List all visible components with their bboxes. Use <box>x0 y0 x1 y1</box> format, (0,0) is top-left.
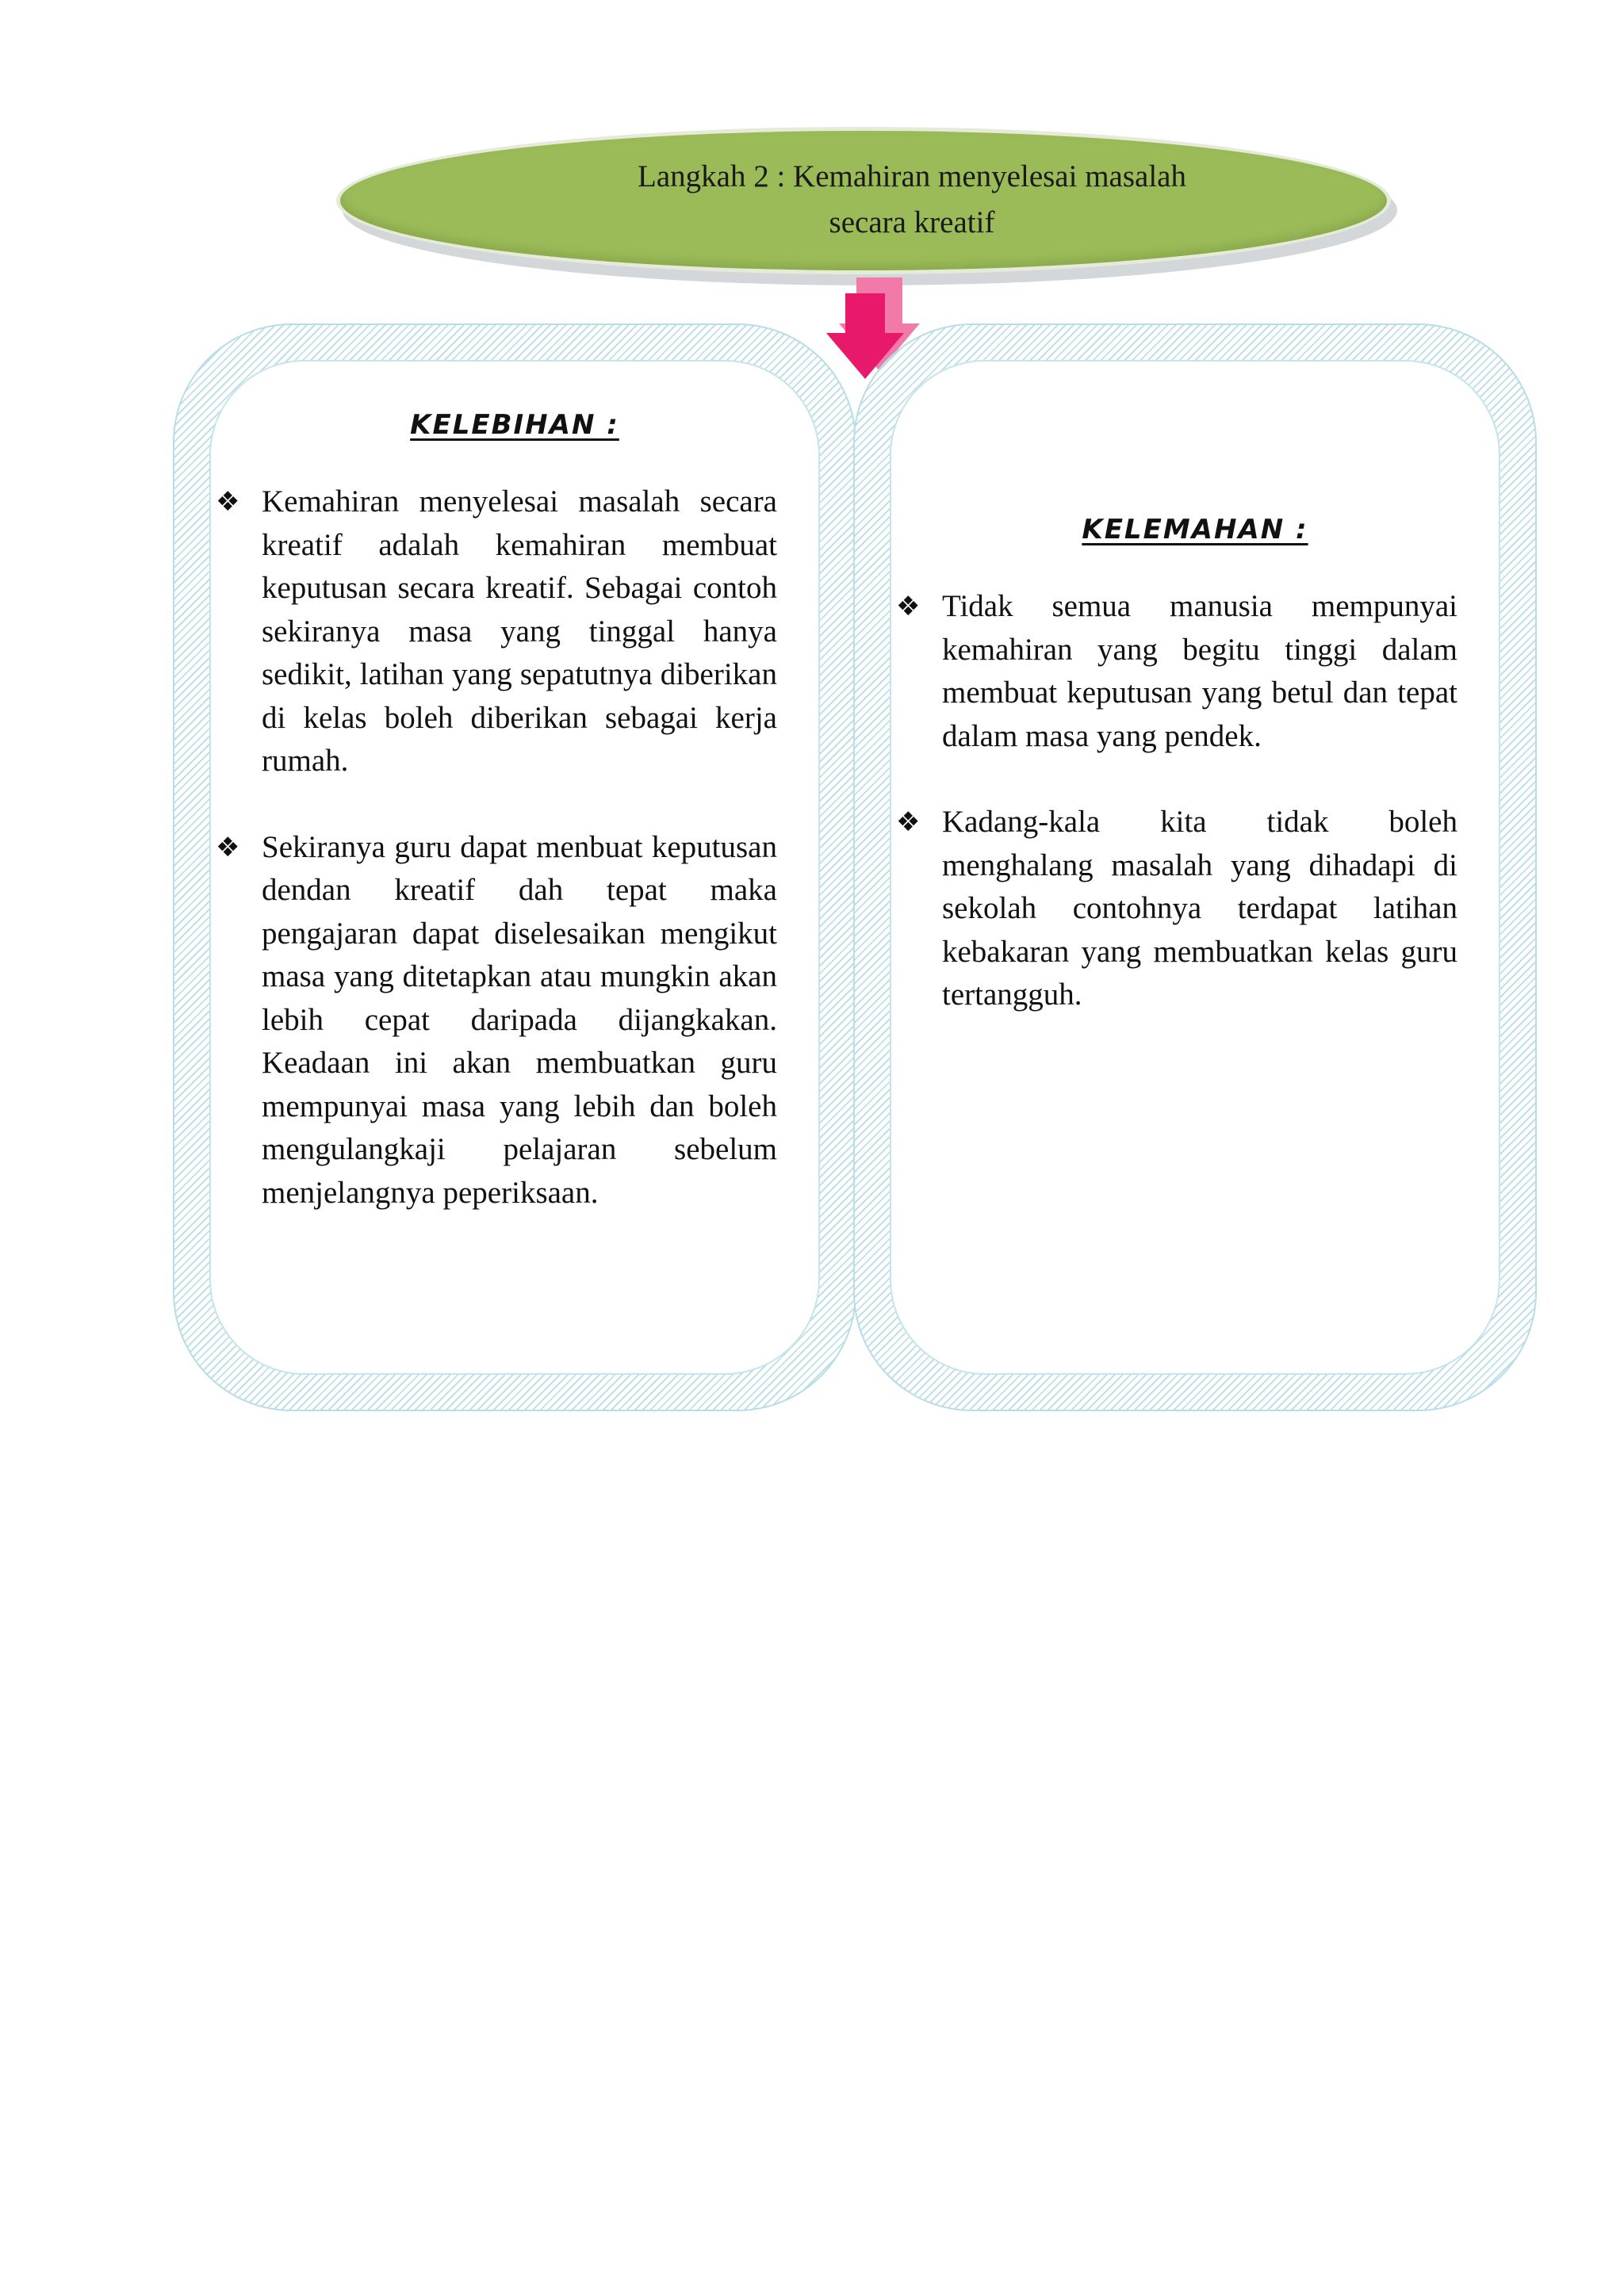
advantages-list <box>213 480 777 1257</box>
title-line-2: secara kreatif <box>829 205 995 239</box>
four-diamond-bullet-icon: ❖ <box>896 591 921 622</box>
disadvantages-heading: KELEMAHAN : <box>1082 514 1308 545</box>
page-title <box>555 154 1269 246</box>
list-item <box>893 585 1457 758</box>
list-item <box>213 826 777 1215</box>
four-diamond-bullet-icon: ❖ <box>216 831 240 863</box>
list-item-text: Kemahiran menyelesai masalah secara kreatif adalah kemahiran membuat keputusan secara kreatif. Sebagai contoh sekiranya masa yang tinggal hanya sedikit, latihan yang sepatutnya diberikan di kelas boleh diberikan sebagai kerja rumah. <box>262 484 777 778</box>
list-item-text: Sekiranya guru dapat menbuat keputusan dendan kreatif dah tepat maka pengajaran dapat diselesaikan mengikut masa yang ditetapkan atau mungkin akan lebih cepat daripada dijangkakan. Keadaan ini akan membuatkan guru mempunyai masa yang lebih dan boleh mengulangkaji pelajaran sebelum menjelangnya peperiksaan. <box>262 829 777 1210</box>
advantages-heading: KELEBIHAN : <box>410 409 619 441</box>
four-diamond-bullet-icon: ❖ <box>896 806 921 838</box>
disadvantages-panel <box>853 323 1537 1411</box>
list-item-text: Tidak semua manusia mempunyai kemahiran yang begitu tinggi dalam membuat keputusan yang betul dan tepat dalam masa yang pendek. <box>942 589 1457 753</box>
list-item <box>893 801 1457 1017</box>
advantages-panel <box>173 323 856 1411</box>
four-diamond-bullet-icon: ❖ <box>216 486 240 518</box>
list-item <box>213 480 777 783</box>
title-line-1: Langkah 2 : Kemahiran menyelesai masalah <box>638 159 1186 193</box>
disadvantages-list <box>893 585 1457 1060</box>
list-item-text: Kadang-kala kita tidak boleh menghalang masalah yang dihadapi di sekolah contohnya terdapat latihan kebakaran yang membuatkan kelas guru tertangguh. <box>942 805 1457 1012</box>
